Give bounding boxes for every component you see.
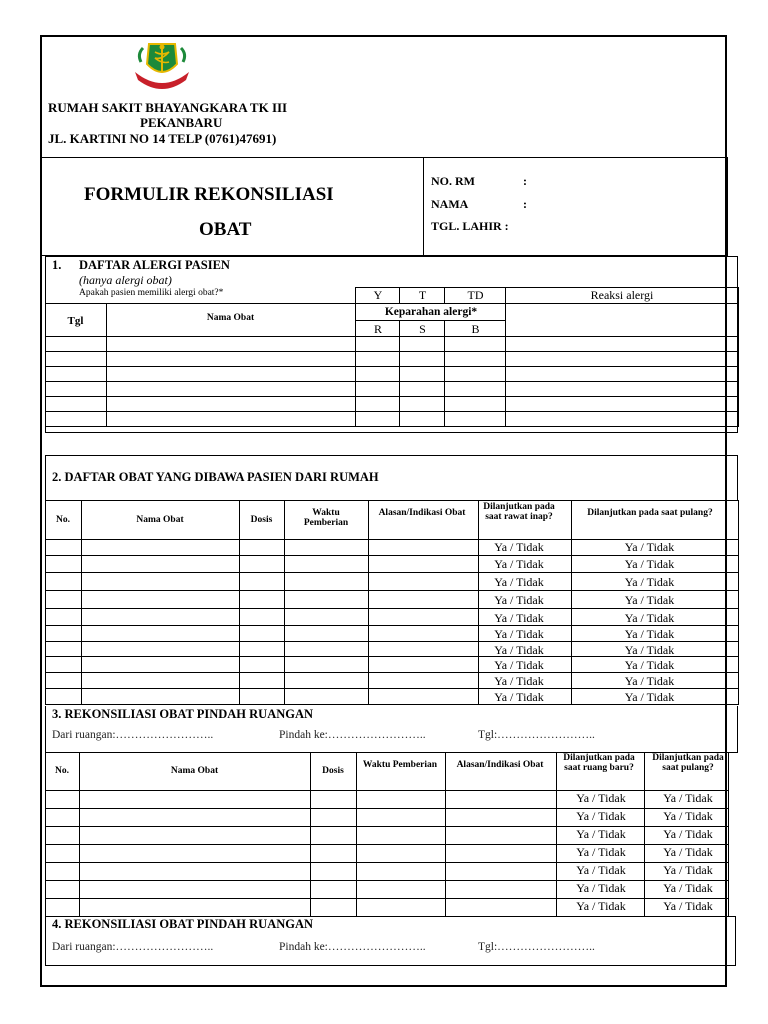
section3-title: 3. REKONSILIASI OBAT PINDAH RUANGAN xyxy=(52,707,314,721)
choice-ruang-baru[interactable]: Ya / Tidak xyxy=(576,809,626,823)
table-row[interactable] xyxy=(46,412,739,427)
title-box xyxy=(40,157,728,256)
s3-col-dosis: Dosis xyxy=(322,766,344,776)
table-row[interactable] xyxy=(46,397,739,412)
reaksi-label: Reaksi alergi xyxy=(590,288,654,302)
s2-col-alasan: Alasan/Indikasi Obat xyxy=(378,508,466,518)
s2-col-pulang: Dilanjutkan pada saat pulang? xyxy=(587,508,713,518)
label-nama: NAMA xyxy=(431,197,469,211)
choice-pulang[interactable]: Ya / Tidak xyxy=(663,881,713,895)
choice-rawat-inap[interactable]: Ya / Tidak xyxy=(494,658,544,672)
opt-y: Y xyxy=(373,288,383,302)
choice-ruang-baru[interactable]: Ya / Tidak xyxy=(576,845,626,859)
colon-no-rm: : xyxy=(523,174,527,188)
s2-col-no: No. xyxy=(56,515,70,525)
choice-rawat-inap[interactable]: Ya / Tidak xyxy=(494,690,544,704)
form-title-line2: OBAT xyxy=(199,219,252,240)
s2-col-dosis: Dosis xyxy=(250,515,273,525)
reaksi-blank-cell xyxy=(506,304,739,337)
sev-s: S xyxy=(419,322,426,336)
choice-pulang[interactable]: Ya / Tidak xyxy=(663,845,713,859)
title-divider xyxy=(423,157,424,256)
choice-pulang[interactable]: Ya / Tidak xyxy=(624,557,675,571)
choice-ruang-baru[interactable]: Ya / Tidak xyxy=(576,899,626,913)
choice-pulang[interactable]: Ya / Tidak xyxy=(624,611,675,625)
police-hospital-emblem-icon xyxy=(131,38,193,92)
table-row[interactable] xyxy=(46,352,739,367)
s2-col-nama: Nama Obat xyxy=(136,515,184,525)
choice-pulang[interactable]: Ya / Tidak xyxy=(624,575,675,589)
choice-ruang-baru[interactable]: Ya / Tidak xyxy=(576,791,626,805)
s3-col-pulang: Dilanjutkan pada saat pulang? xyxy=(652,753,724,773)
choice-rawat-inap[interactable]: Ya / Tidak xyxy=(494,611,544,625)
hospital-name: RUMAH SAKIT BHAYANGKARA TK III xyxy=(48,100,288,115)
section1-number: 1. xyxy=(52,258,62,272)
section1-title: DAFTAR ALERGI PASIEN xyxy=(79,258,230,272)
tgl-label: Tgl xyxy=(67,315,84,327)
keparahan-label: Keparahan alergi* xyxy=(384,306,478,318)
allergy-question: Apakah pasien memiliki alergi obat?* xyxy=(79,288,224,298)
choice-rawat-inap[interactable]: Ya / Tidak xyxy=(494,540,544,554)
colon-nama: : xyxy=(523,197,527,211)
choice-rawat-inap[interactable]: Ya / Tidak xyxy=(494,557,544,571)
choice-ruang-baru[interactable]: Ya / Tidak xyxy=(576,881,626,895)
choice-pulang[interactable]: Ya / Tidak xyxy=(624,674,675,688)
table-row[interactable] xyxy=(46,367,739,382)
s4-pindah-ke[interactable]: Pindah ke:…………………….. xyxy=(279,941,426,953)
s2-col-waktu: Waktu Pemberian xyxy=(303,508,349,528)
s4-dari-ruangan[interactable]: Dari ruangan:…………………….. xyxy=(52,941,214,953)
s3-col-no: No. xyxy=(55,766,69,776)
s3-col-waktu: Waktu Pemberian xyxy=(362,760,438,770)
choice-rawat-inap[interactable]: Ya / Tidak xyxy=(494,674,544,688)
opt-t: T xyxy=(418,288,427,302)
s2-col-rawat: Dilanjutkan pada saat rawat inap? xyxy=(483,502,555,522)
form-title-line1: FORMULIR REKONSILIASI xyxy=(84,184,334,205)
choice-pulang[interactable]: Ya / Tidak xyxy=(663,809,713,823)
choice-ruang-baru[interactable]: Ya / Tidak xyxy=(576,863,626,877)
choice-rawat-inap[interactable]: Ya / Tidak xyxy=(494,627,544,641)
s3-col-alasan: Alasan/Indikasi Obat xyxy=(456,760,544,770)
choice-pulang[interactable]: Ya / Tidak xyxy=(624,627,675,641)
s3-col-ruang: Dilanjutkan pada saat ruang baru? xyxy=(563,753,635,773)
hospital-address: JL. KARTINI NO 14 TELP (0761)47691) xyxy=(48,131,277,146)
sev-r: R xyxy=(373,322,382,336)
choice-rawat-inap[interactable]: Ya / Tidak xyxy=(494,593,544,607)
choice-pulang[interactable]: Ya / Tidak xyxy=(663,791,713,805)
opt-td: TD xyxy=(467,288,484,302)
choice-pulang[interactable]: Ya / Tidak xyxy=(663,827,713,841)
choice-pulang[interactable]: Ya / Tidak xyxy=(624,658,675,672)
s3-col-nama: Nama Obat xyxy=(170,766,219,776)
sev-b: B xyxy=(471,322,480,336)
choice-pulang[interactable]: Ya / Tidak xyxy=(663,899,713,913)
hospital-city: PEKANBARU xyxy=(140,115,223,130)
section2-title: 2. DAFTAR OBAT YANG DIBAWA PASIEN DARI RUMAH xyxy=(52,470,379,484)
choice-rawat-inap[interactable]: Ya / Tidak xyxy=(494,575,544,589)
s3-pindah-ke[interactable]: Pindah ke:…………………….. xyxy=(279,729,426,741)
choice-pulang[interactable]: Ya / Tidak xyxy=(624,643,675,657)
table-row[interactable] xyxy=(46,337,739,352)
nama-obat-label: Nama Obat xyxy=(206,313,255,323)
label-tgl-lahir: TGL. LAHIR : xyxy=(431,219,509,233)
choice-ruang-baru[interactable]: Ya / Tidak xyxy=(576,827,626,841)
section4-title: 4. REKONSILIASI OBAT PINDAH RUANGAN xyxy=(52,917,314,931)
label-no-rm: NO. RM xyxy=(431,174,475,188)
s3-dari-ruangan[interactable]: Dari ruangan:…………………….. xyxy=(52,729,214,741)
section1-subtitle: (hanya alergi obat) xyxy=(79,273,172,287)
choice-pulang[interactable]: Ya / Tidak xyxy=(663,863,713,877)
choice-pulang[interactable]: Ya / Tidak xyxy=(624,540,675,554)
choice-rawat-inap[interactable]: Ya / Tidak xyxy=(494,643,544,657)
choice-pulang[interactable]: Ya / Tidak xyxy=(624,690,675,704)
table-row[interactable] xyxy=(46,382,739,397)
s4-tgl[interactable]: Tgl:…………………….. xyxy=(478,941,595,953)
choice-pulang[interactable]: Ya / Tidak xyxy=(624,593,675,607)
s3-tgl[interactable]: Tgl:…………………….. xyxy=(478,729,595,741)
